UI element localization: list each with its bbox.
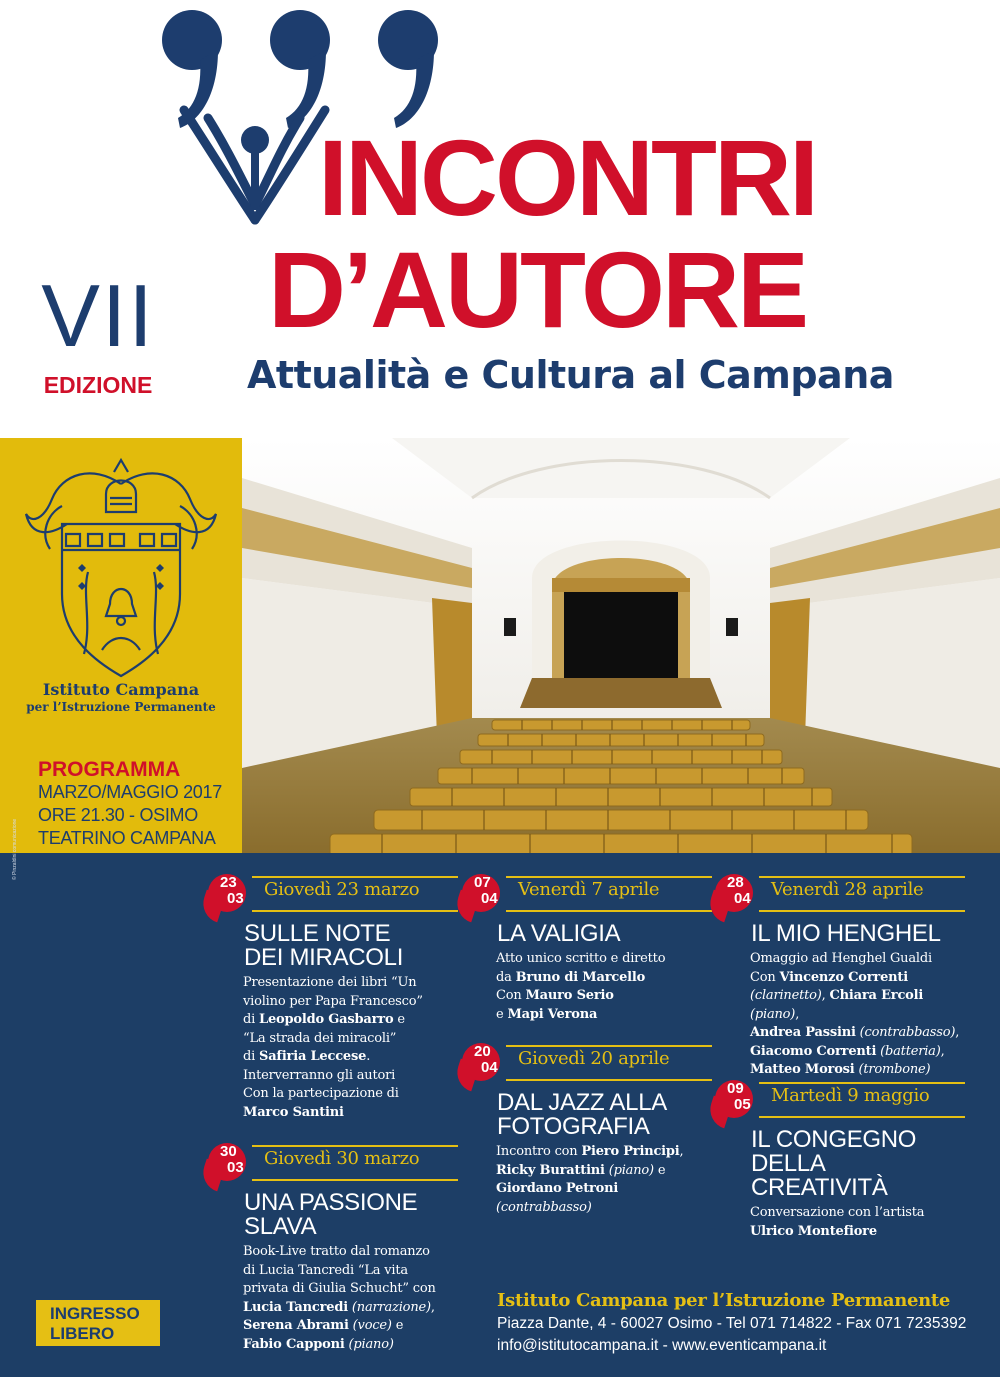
event-day: 20: [474, 1043, 491, 1060]
date-badge-icon: [208, 1143, 248, 1187]
date-rule-top: [759, 876, 965, 878]
event-title: [497, 922, 712, 946]
event-6: [719, 1082, 965, 1241]
event-date: Giovedì 23 marzo: [264, 879, 420, 900]
date-rule-top: [252, 1145, 458, 1147]
date-badge-icon: [208, 874, 248, 918]
performer-name: Giordano Petroni: [496, 1181, 619, 1196]
role-note: (narrazione): [351, 1299, 431, 1315]
event-date: Martedì 9 maggio: [771, 1085, 930, 1106]
event-date-row: [719, 1082, 965, 1116]
event-2: [212, 1145, 458, 1354]
event-date: Venerdì 7 aprile: [518, 879, 660, 900]
event-title: [244, 922, 458, 970]
free-entry-line: INGRESSO: [50, 1304, 140, 1323]
description-text: e: [653, 1162, 666, 1178]
description-text: violino per Papa Francesco”: [243, 993, 423, 1009]
description-line: [496, 1143, 712, 1162]
event-month: 05: [734, 1096, 751, 1113]
description-text: Omaggio ad Henghel Gualdi: [750, 951, 932, 966]
description-line: [750, 969, 965, 988]
date-rule-bottom: [506, 1079, 712, 1081]
date-rule-top: [506, 1045, 712, 1047]
performer-name: Giacomo Correnti: [750, 1043, 877, 1059]
performer-name: Mapi Verona: [507, 1006, 598, 1022]
footer-address: Piazza Dante, 4 - 60027 Osimo - Tel 071 714822 - Fax 071 7235392: [497, 1315, 967, 1332]
free-entry-line: LIBERO: [50, 1324, 115, 1343]
event-title-line: SLAVA: [244, 1213, 317, 1240]
description-text: ,: [821, 988, 830, 1003]
event-day: 09: [727, 1080, 744, 1097]
role-note: (batteria): [880, 1043, 941, 1059]
performer-name: Mauro Serio: [525, 988, 614, 1003]
event-title-line: IL CONGEGNO: [751, 1126, 917, 1153]
event-description: [243, 974, 458, 1122]
description-text: ,: [795, 1006, 800, 1022]
description-line: [750, 987, 965, 1024]
institute-name: Istituto Campana: [42, 680, 200, 699]
date-rule-bottom: [252, 910, 458, 912]
description-line: [243, 1030, 458, 1049]
description-line: [496, 1180, 712, 1217]
performer-name: Andrea Passini: [750, 1025, 856, 1040]
coat-of-arms-icon: [22, 454, 220, 694]
event-date-row: [466, 876, 712, 910]
role-note: (trombone): [858, 1062, 931, 1077]
description-text: e: [391, 1318, 404, 1333]
event-date: Giovedì 30 marzo: [264, 1148, 420, 1169]
description-text: ,: [940, 1043, 945, 1059]
date-rule-bottom: [759, 1116, 965, 1118]
role-note: (clarinetto): [750, 988, 822, 1003]
performer-name: Leopoldo Gasbarro: [259, 1012, 394, 1027]
program-sidebar: [0, 438, 242, 853]
performer-name: Chiara Ercoli: [829, 988, 924, 1003]
title-line-2: D’AUTORE: [268, 229, 807, 350]
event-title: [751, 1128, 965, 1200]
description-line: [243, 1280, 458, 1299]
event-title-line: DELLA CREATIVITÀ: [751, 1150, 888, 1201]
role-note: (contrabbasso): [496, 1199, 592, 1215]
performer-name: Bruno di Marcello: [515, 969, 646, 985]
description-line: [243, 1067, 458, 1086]
performer-name: Safiria Leccese: [259, 1049, 367, 1064]
event-title-line: DEI MIRACOLI: [244, 944, 404, 971]
description-text: di: [243, 1049, 260, 1064]
edition-label: EDIZIONE: [43, 372, 153, 398]
role-note: (piano): [750, 1006, 796, 1022]
program-title: PROGRAMMA: [38, 758, 181, 781]
description-text: Atto unico scritto e diretto: [496, 951, 666, 966]
description-line: [496, 987, 712, 1006]
performer-name: Fabio Capponi: [243, 1336, 345, 1352]
description-line: [243, 1262, 458, 1281]
date-badge-icon: [462, 1043, 502, 1087]
description-text: Book-Live tratto dal romanzo: [243, 1244, 430, 1259]
event-day: 23: [220, 874, 237, 891]
program-time-place: ORE 21.30 - OSIMO: [38, 805, 198, 825]
event-3: [466, 876, 712, 1024]
performer-name: Ulrico Montefiore: [750, 1223, 877, 1239]
date-badge-icon: [462, 874, 502, 918]
event-description: [243, 1243, 458, 1354]
performer-name: Piero Principi: [581, 1144, 680, 1159]
performer-name: Serena Abrami: [243, 1318, 349, 1333]
description-line: [243, 1317, 458, 1336]
description-line: [750, 950, 965, 969]
description-text: di Lucia Tancredi “La vita: [243, 1262, 408, 1278]
description-text: “La strada dei miracoli”: [243, 1030, 397, 1046]
date-rule-bottom: [252, 1179, 458, 1181]
description-text: ,: [679, 1144, 684, 1159]
program-venue: TEATRINO CAMPANA: [38, 828, 216, 848]
footer-contacts: info@istitutocampana.it - www.eventicampana.it: [497, 1337, 827, 1354]
subtitle: Attualità e Cultura al Campana: [247, 353, 894, 397]
description-text: ,: [955, 1025, 960, 1040]
description-line: [496, 950, 712, 969]
description-text: di: [243, 1012, 260, 1027]
description-text: ,: [430, 1299, 435, 1315]
event-month: 03: [227, 1159, 244, 1176]
event-description: [496, 950, 712, 1024]
edition-number: VII: [41, 266, 155, 365]
role-note: (contrabbasso): [859, 1025, 956, 1040]
date-rule-top: [252, 876, 458, 878]
description-text: Con la partecipazione di: [243, 1086, 399, 1101]
description-line: [750, 1043, 965, 1062]
description-line: [243, 1048, 458, 1067]
description-text: Incontro con: [496, 1144, 582, 1159]
date-rule-bottom: [506, 910, 712, 912]
description-text: Interverranno gli autori: [243, 1067, 396, 1083]
event-description: [496, 1143, 712, 1217]
description-text: Conversazione con l’artista: [750, 1205, 925, 1220]
event-date-row: [719, 876, 965, 910]
description-text: e: [393, 1012, 405, 1027]
title-line-1: INCONTRI: [318, 117, 816, 238]
performer-name: Vincenzo Correnti: [779, 969, 908, 985]
description-text: Con: [750, 969, 780, 985]
date-rule-bottom: [759, 910, 965, 912]
description-text: privata di Giulia Schucht” con: [243, 1281, 436, 1296]
description-line: [243, 1085, 458, 1104]
event-title-line: IL MIO HENGHEL: [751, 920, 941, 947]
description-line: [243, 993, 458, 1012]
photo-credit: © Pinzaldini comunicazione: [12, 818, 18, 880]
event-day: 07: [474, 874, 491, 891]
date-badge-icon: [715, 1080, 755, 1124]
program-dates: MARZO/MAGGIO 2017: [38, 782, 222, 802]
event-month: 04: [481, 890, 498, 907]
event-month: 03: [227, 890, 244, 907]
event-day: 30: [220, 1143, 237, 1160]
description-line: [243, 1104, 458, 1123]
free-entry-badge: [36, 1300, 160, 1346]
description-text: e: [496, 1006, 508, 1022]
performer-name: Marco Santini: [243, 1104, 344, 1120]
description-line: [750, 1223, 965, 1242]
date-badge-icon: [715, 874, 755, 918]
event-title-line: SULLE NOTE: [244, 920, 391, 947]
event-title-line: UNA PASSIONE: [244, 1189, 418, 1216]
event-day: 28: [727, 874, 744, 891]
theatre-interior-image: [242, 438, 1000, 853]
event-date-row: [212, 1145, 458, 1179]
event-date: Giovedì 20 aprile: [518, 1048, 670, 1069]
institute-subtitle: per l’Istruzione Permanente: [26, 700, 216, 714]
role-note: (piano): [348, 1336, 394, 1352]
description-line: [496, 969, 712, 988]
event-title-line: DAL JAZZ ALLA: [497, 1089, 667, 1116]
description-text: Con: [496, 988, 526, 1003]
event-1: [212, 876, 458, 1122]
role-note: (piano): [608, 1162, 654, 1178]
poster-header: [0, 0, 1000, 438]
event-description: [750, 950, 965, 1080]
description-line: [750, 1024, 965, 1043]
event-5: [719, 876, 965, 1080]
event-title: [244, 1191, 458, 1239]
description-line: [496, 1006, 712, 1025]
description-line: [496, 1162, 712, 1181]
date-rule-top: [759, 1082, 965, 1084]
description-text: da: [496, 969, 516, 985]
performer-name: Lucia Tancredi: [243, 1299, 348, 1315]
theatre-photo: [242, 438, 1000, 853]
role-note: (voce): [352, 1318, 392, 1333]
event-description: [750, 1204, 965, 1241]
date-rule-top: [506, 876, 712, 878]
description-line: [243, 1336, 458, 1355]
description-line: [243, 974, 458, 993]
description-line: [243, 1243, 458, 1262]
description-text: Presentazione dei libri “Un: [243, 975, 417, 990]
event-title-line: LA VALIGIA: [497, 920, 621, 947]
description-line: [750, 1061, 965, 1080]
event-month: 04: [734, 890, 751, 907]
event-date: Venerdì 28 aprile: [771, 879, 924, 900]
event-title: [497, 1091, 712, 1139]
event-title: [751, 922, 965, 946]
description-line: [243, 1011, 458, 1030]
event-date-row: [466, 1045, 712, 1079]
footer-institute-name: Istituto Campana per l’Istruzione Permanente: [497, 1290, 951, 1311]
performer-name: Ricky Burattini: [496, 1162, 605, 1178]
description-line: [750, 1204, 965, 1223]
event-title-line: FOTOGRAFIA: [497, 1113, 650, 1140]
event-4: [466, 1045, 712, 1217]
event-date-row: [212, 876, 458, 910]
description-text: .: [366, 1049, 371, 1064]
event-month: 04: [481, 1059, 498, 1076]
description-line: [243, 1299, 458, 1318]
performer-name: Matteo Morosi: [750, 1062, 855, 1077]
